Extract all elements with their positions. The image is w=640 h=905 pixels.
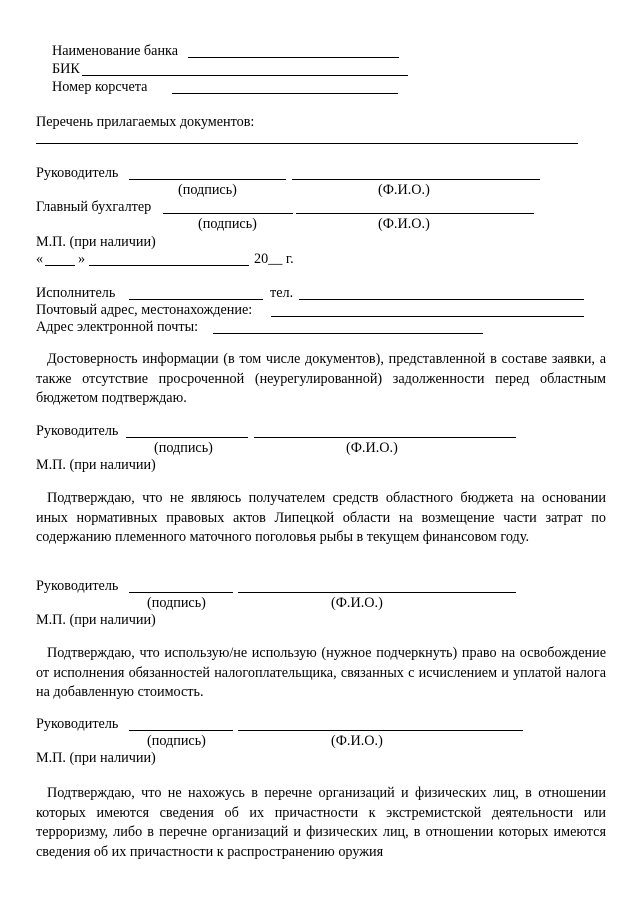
- date-month-field[interactable]: [89, 265, 249, 266]
- stamp-label: М.П. (при наличии): [36, 612, 156, 628]
- stamp-label: М.П. (при наличии): [36, 234, 156, 250]
- postal-address-field[interactable]: [271, 316, 584, 317]
- corr-account-label: Номер корсчета: [52, 79, 148, 95]
- fio-caption: (Ф.И.О.): [346, 440, 398, 456]
- signature-caption: (подпись): [147, 733, 206, 749]
- date-year: 20__ г.: [254, 251, 294, 267]
- stamp-label: М.П. (при наличии): [36, 457, 156, 473]
- fio-caption: (Ф.И.О.): [378, 182, 430, 198]
- reliability-statement: Достоверность информации (в том числе документов), представленной в составе заявки, а также отсутствие просроченной (неурегулированной) задолженности перед областным бюджетом подтверждаю.: [36, 351, 606, 406]
- head-label-3: Руководитель: [36, 578, 119, 594]
- chief-accountant-signature-field[interactable]: [163, 213, 293, 214]
- head-signature-field-2[interactable]: [126, 437, 248, 438]
- chief-accountant-fio-field[interactable]: [296, 213, 534, 214]
- head-signature-field-3[interactable]: [129, 592, 233, 593]
- bank-name-field[interactable]: [188, 57, 399, 58]
- signature-caption: (подпись): [147, 595, 206, 611]
- phone-field[interactable]: [299, 299, 584, 300]
- signature-caption: (подпись): [178, 182, 237, 198]
- chief-accountant-label: Главный бухгалтер: [36, 199, 152, 215]
- date-close-quote: »: [78, 251, 86, 267]
- bank-name-label: Наименование банка: [52, 43, 179, 59]
- email-label: Адрес электронной почты:: [36, 319, 199, 335]
- vat-statement: Подтверждаю, что использую/не использую (нужное подчеркнуть) право на освобождение от исполнения обязанностей налогоплательщика, связанных с исчислением и уплатой налога на добавленную стоимость.: [36, 645, 606, 700]
- postal-address-label: Почтовый адрес, местонахождение:: [36, 302, 253, 318]
- corr-account-field[interactable]: [172, 93, 398, 94]
- fio-caption: (Ф.И.О.): [378, 216, 430, 232]
- not-recipient-statement: Подтверждаю, что не являюсь получателем средств областного бюджета на основании иных нормативных правовых актов Липецкой области на возмещение части затрат по содержанию племенного маточного поголовья рыбы в текущем финансовом году.: [36, 490, 606, 545]
- date-open-quote: «: [36, 251, 44, 267]
- signature-caption: (подпись): [154, 440, 213, 456]
- stamp-label: М.П. (при наличии): [36, 750, 156, 766]
- signature-caption: (подпись): [198, 216, 257, 232]
- executor-field[interactable]: [129, 299, 263, 300]
- head-fio-field-1[interactable]: [292, 179, 540, 180]
- executor-label: Исполнитель: [36, 285, 116, 301]
- phone-label: тел.: [270, 285, 294, 301]
- head-label-4: Руководитель: [36, 716, 119, 732]
- head-fio-field-3[interactable]: [238, 592, 516, 593]
- email-field[interactable]: [213, 333, 483, 334]
- bik-field[interactable]: [82, 75, 408, 76]
- head-signature-field-4[interactable]: [129, 730, 233, 731]
- bik-label: БИК: [52, 61, 80, 77]
- head-signature-field-1[interactable]: [129, 179, 286, 180]
- documents-list-field[interactable]: [36, 143, 578, 144]
- head-fio-field-2[interactable]: [254, 437, 516, 438]
- fio-caption: (Ф.И.О.): [331, 595, 383, 611]
- head-fio-field-4[interactable]: [238, 730, 523, 731]
- head-label-2: Руководитель: [36, 423, 119, 439]
- extremism-statement: Подтверждаю, что не нахожусь в перечне организаций и физических лиц, в отношении которых имеются сведения об их причастности к экстремистской деятельности или терроризму, либо в перечне организаций и физических лиц, в отношении которых имеются сведения об их причастности к распространению оружия: [36, 785, 606, 860]
- fio-caption: (Ф.И.О.): [331, 733, 383, 749]
- date-day-field[interactable]: [45, 265, 75, 266]
- head-label-1: Руководитель: [36, 165, 119, 181]
- documents-list-label: Перечень прилагаемых документов:: [36, 114, 255, 130]
